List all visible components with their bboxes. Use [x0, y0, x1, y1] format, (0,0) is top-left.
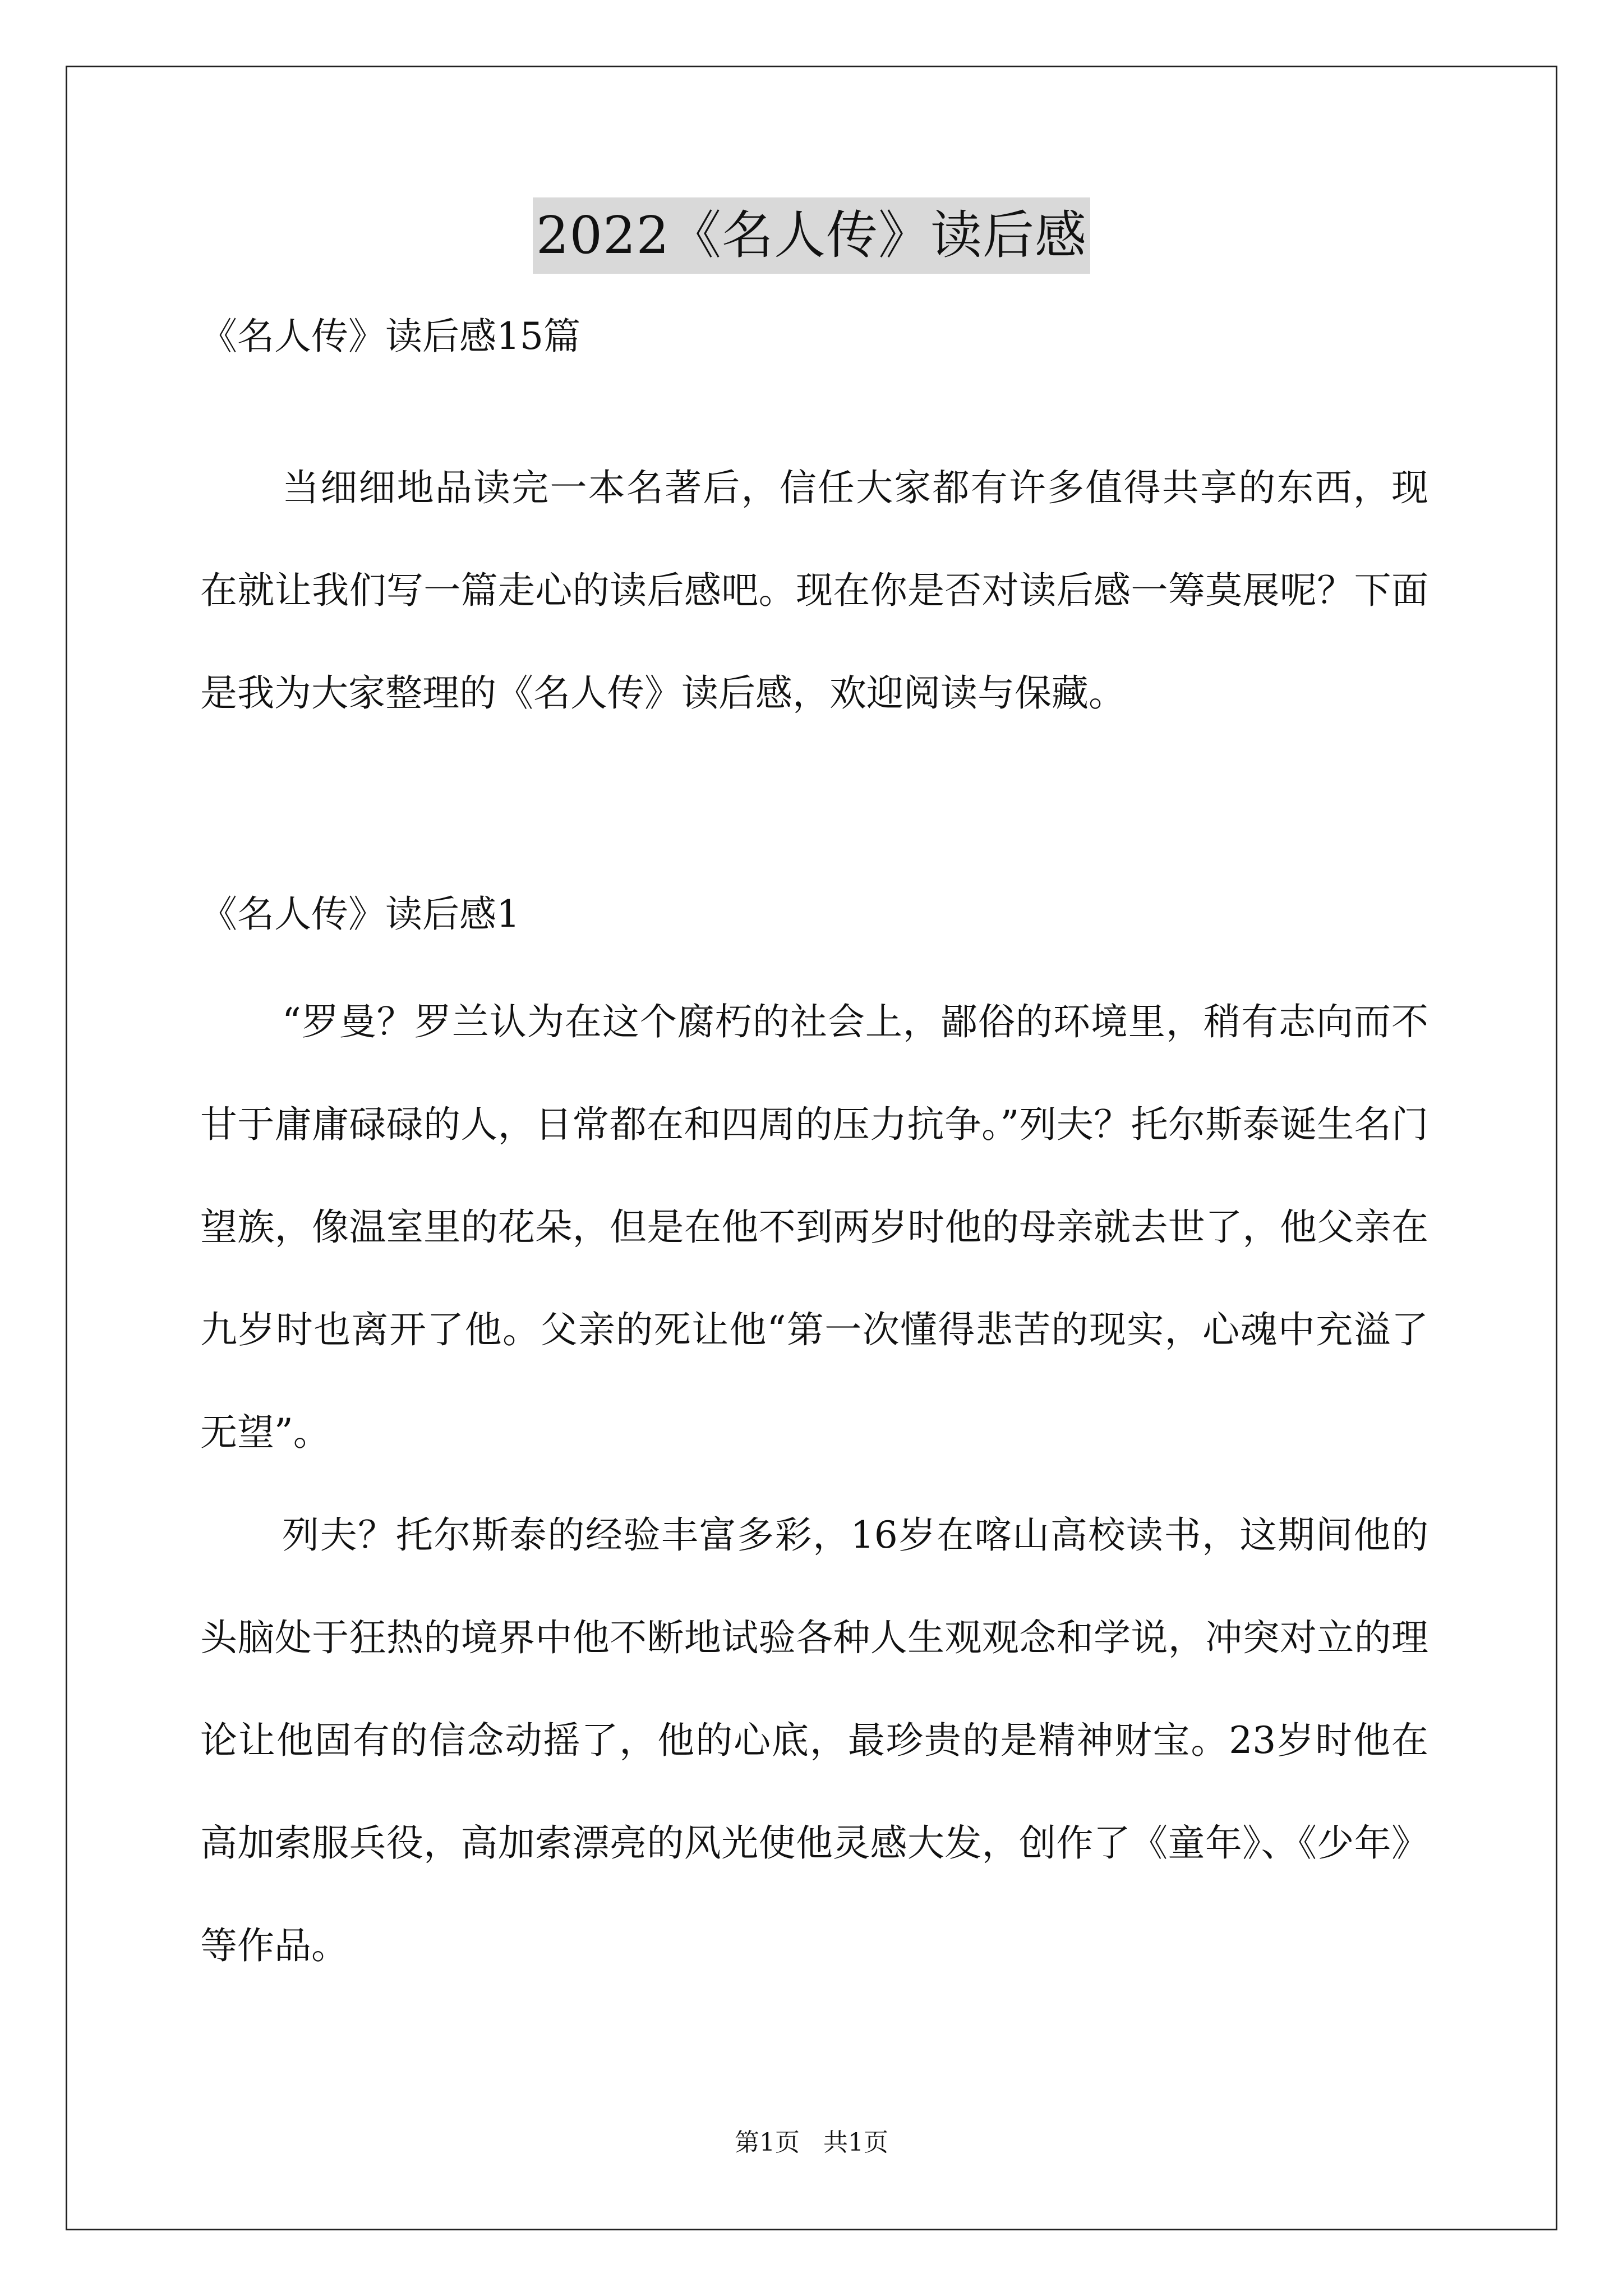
intro-paragraph: 当细细地品读完一本名著后，信任大家都有许多值得共享的东西，现在就让我们写一篇走心的读后感吧。现在你是否对读后感一筹莫展呢？下面是我为大家整理的《名人传》读后感，欢迎阅读与保藏。 [200, 466, 1428, 715]
body-paragraph-2: 列夫？托尔斯泰的经验丰富多彩，16岁在喀山高校读书，这期间他的头脑处于狂热的境界中他不断地试验各种人生观观念和学说，冲突对立的理论让他固有的信念动摇了，他的心底，最珍贵的是精神财宝。23岁时他在高加索服兵役，高加索漂亮的风光使他灵感大发，创作了《童年》、《少年》等作品。 [200, 1513, 1428, 1967]
section-heading: 《名人传》读后感1 [200, 892, 520, 936]
document-title: 2022《名人传》读后感 [533, 197, 1090, 274]
page-footer: 第1页 共1页 [735, 2128, 888, 2157]
document-subtitle: 《名人传》读后感15篇 [200, 315, 580, 358]
title-container [0, 197, 1623, 274]
body-paragraph-1: “罗曼？罗兰认为在这个腐朽的社会上，鄙俗的环境里，稍有志向而不甘于庸庸碌碌的人，日常都在和四周的压力抗争。”列夫？托尔斯泰诞生名门望族，像温室里的花朵，但是在他不到两岁时他的母亲就去世了，他父亲在九岁时也离开了他。父亲的死让他“第一次懂得悲苦的现实，心魂中充溢了无望”。 [200, 1000, 1428, 1454]
